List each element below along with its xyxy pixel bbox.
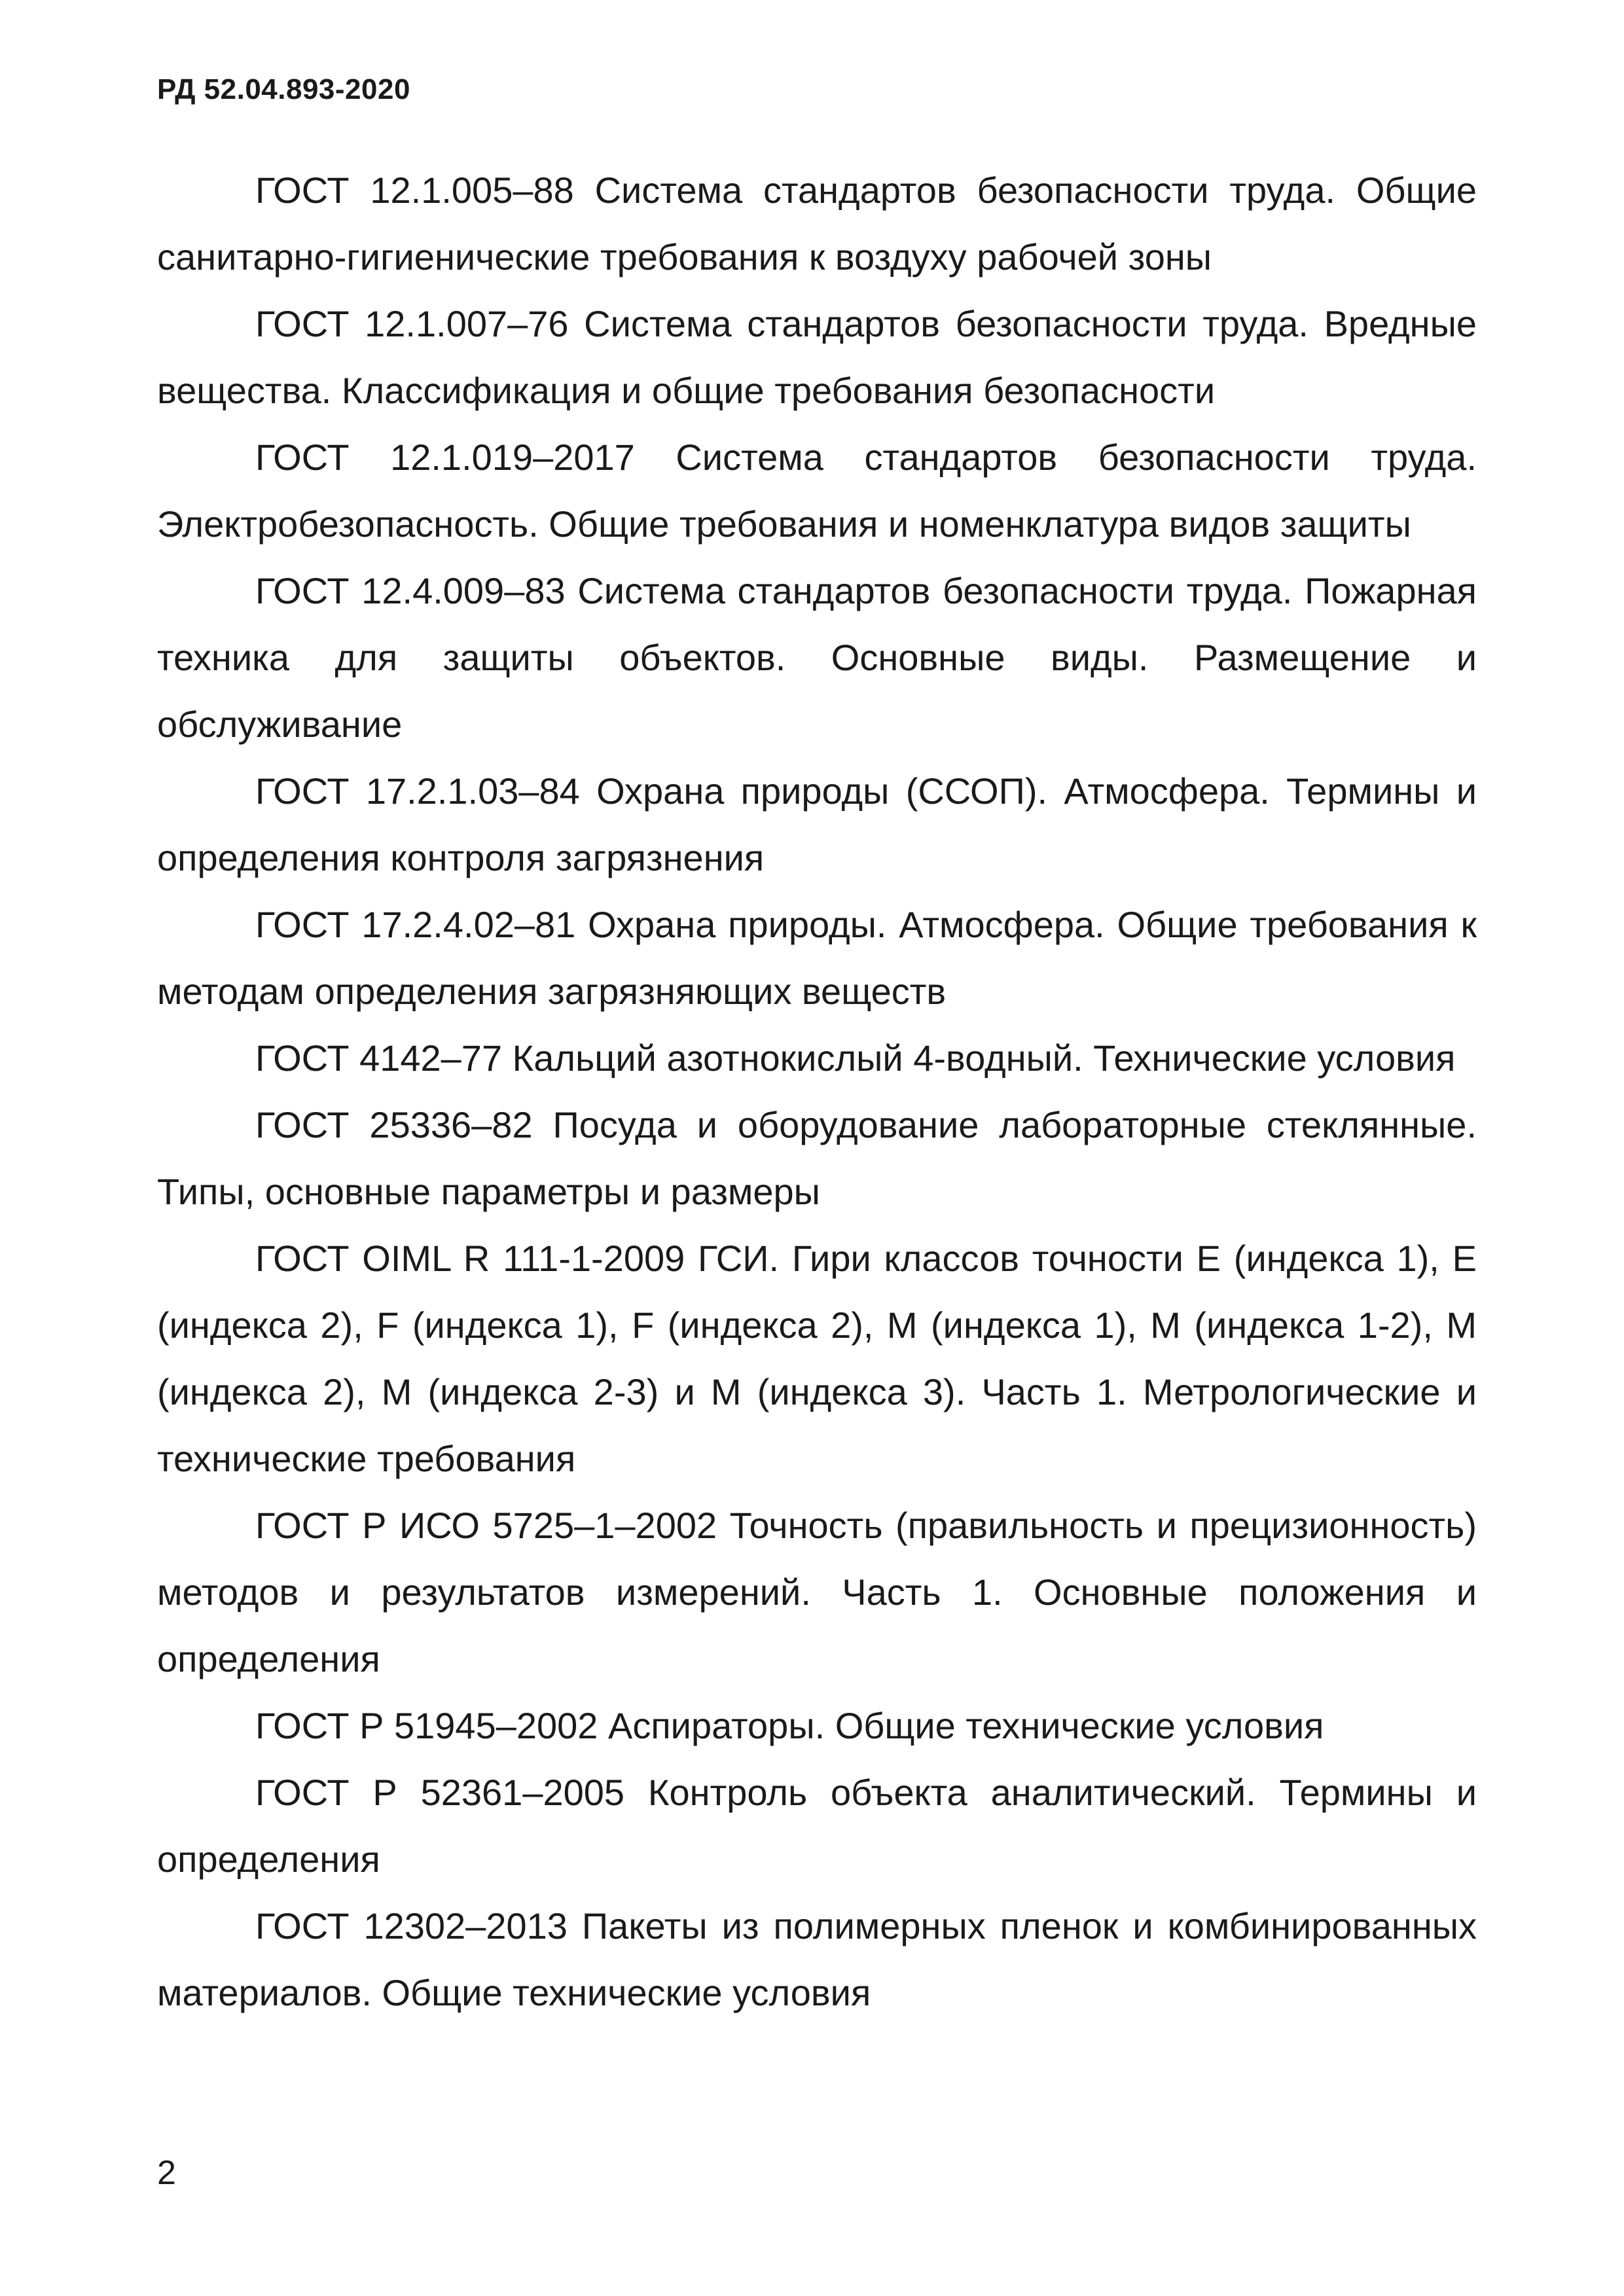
page-number: 2 [157,2154,176,2192]
reference-item: ГОСТ 12.1.005–88 Система стандартов безопасности труда. Общие санитарно-гигиенические требования к воздуху рабочей зоны [157,170,1477,278]
reference-item: ГОСТ Р ИСО 5725–1–2002 Точность (правильность и прецизионность) методов и результатов измерений. Часть 1. Основные положения и определения [157,1505,1477,1679]
reference-item: ГОСТ 17.2.1.03–84 Охрана природы (ССОП). Атмосфера. Термины и определения контроля загрязнения [157,770,1477,878]
reference-item: ГОСТ 12302–2013 Пакеты из полимерных пленок и комбинированных материалов. Общие технические условия [157,1905,1477,2013]
references-list [157,157,1477,2026]
reference-item: ГОСТ 12.4.009–83 Система стандартов безопасности труда. Пожарная техника для защиты объектов. Основные виды. Размещение и обслуживание [157,570,1477,745]
reference-item: ГОСТ 17.2.4.02–81 Охрана природы. Атмосфера. Общие требования к методам определения загрязняющих веществ [157,904,1477,1012]
reference-item: ГОСТ 12.1.019–2017 Система стандартов безопасности труда. Электробезопасность. Общие требования и номенклатура видов защиты [157,437,1477,545]
reference-item: ГОСТ 4142–77 Кальций азотнокислый 4-водный. Технические условия [255,1037,1456,1079]
reference-item: ГОСТ 25336–82 Посуда и оборудование лабораторные стеклянные. Типы, основные параметры и размеры [157,1104,1477,1212]
reference-item: ГОСТ 12.1.007–76 Система стандартов безопасности труда. Вредные вещества. Классификация и общие требования безопасности [157,303,1477,411]
document-code: РД 52.04.893-2020 [157,73,410,105]
reference-item: ГОСТ Р 51945–2002 Аспираторы. Общие технические условия [255,1705,1324,1746]
reference-item: ГОСТ OIML R 111-1-2009 ГСИ. Гири классов точности Е (индекса 1), Е (индекса 2), F (индекса 1), F (индекса 2), М (индекса 1), М (индекса 1-2), М (индекса 2), М (индекса 2-3) и М (индекса 3). Часть 1. Метрологические и технические требования [157,1238,1477,1479]
reference-item: ГОСТ Р 52361–2005 Контроль объекта аналитический. Термины и определения [157,1772,1477,1880]
